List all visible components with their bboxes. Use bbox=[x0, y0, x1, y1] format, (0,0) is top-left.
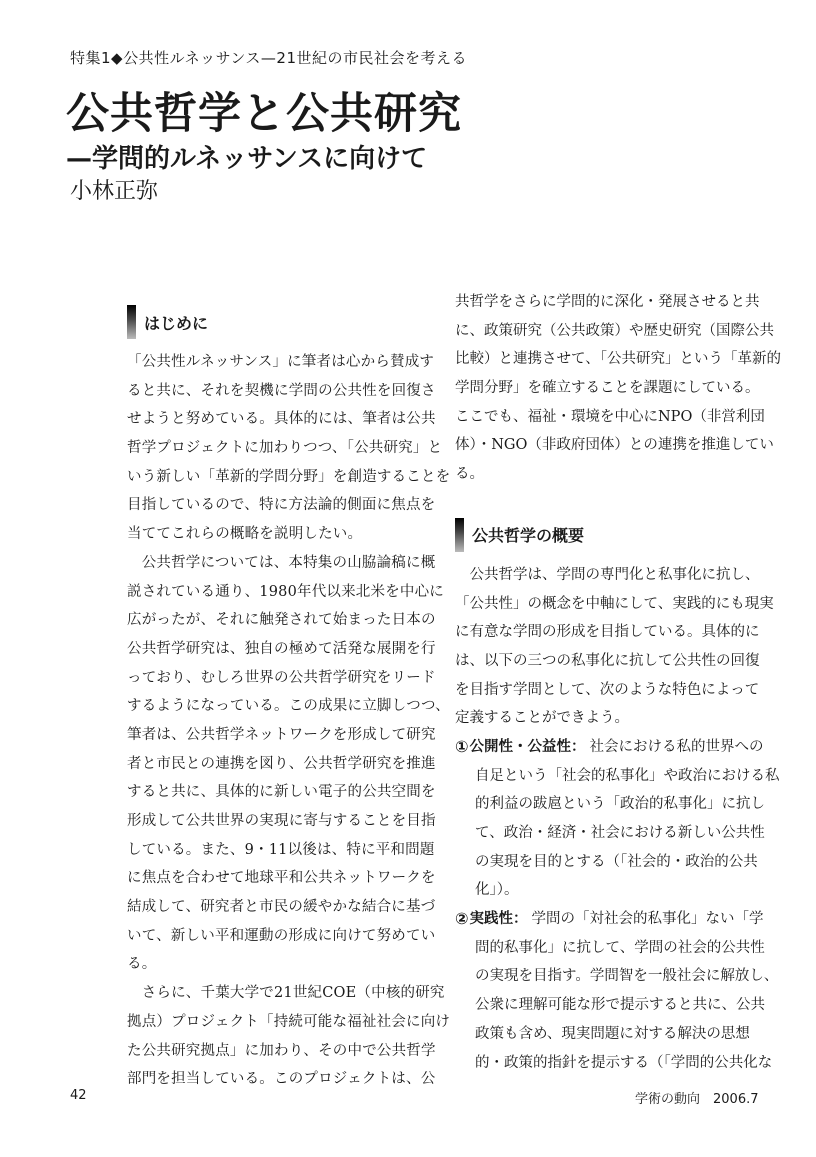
text-line: 公共哲学については、本特集の山脇論稿に概 bbox=[127, 554, 436, 571]
text-line: 自足という「社会的私事化」や政治における私 bbox=[475, 767, 780, 784]
list-term: 実践性： bbox=[469, 911, 528, 928]
list-number: ② bbox=[455, 909, 469, 929]
continued-text bbox=[455, 288, 781, 489]
text-line: 学問分野」を確立することを課題にしている。 bbox=[455, 380, 760, 397]
heading-marker-icon bbox=[455, 518, 464, 552]
text-line: 公共哲学研究は、独自の極めて活発な展開を行 bbox=[127, 640, 436, 657]
text-line: 定義することができよう。 bbox=[455, 710, 629, 727]
text-line: さらに、千葉大学で21世紀COE（中核的研究 bbox=[127, 985, 445, 1002]
text-line: の実現を目指す。学問智を一般社会に解放し、 bbox=[475, 968, 779, 985]
text-line: ると共に、それを契機に学問の公共性を回復さ bbox=[127, 382, 436, 399]
text-line: いう新しい「革新的学問分野」を創造することを bbox=[127, 468, 451, 485]
text-line: すると共に、具体的に新しい電子的公共空間を bbox=[127, 784, 436, 801]
text-line: 当ててこれらの概略を説明したい。 bbox=[127, 526, 363, 543]
list-item-head bbox=[455, 733, 764, 762]
page-number: 42 bbox=[70, 1088, 87, 1103]
heading-marker-icon bbox=[127, 305, 136, 339]
text-line: を目指す学問として、次のような特色によって bbox=[455, 681, 760, 698]
text-line: せようと努めている。具体的には、筆者は公共 bbox=[127, 411, 436, 428]
text-line: っており、むしろ世界の公共哲学研究をリード bbox=[127, 669, 436, 686]
list-number: ① bbox=[455, 736, 469, 756]
text-line: 公共哲学は、学問の専門化と私事化に抗し、 bbox=[455, 566, 760, 583]
text-line: 化」）。 bbox=[475, 882, 519, 899]
article-subtitle: —学問的ルネッサンスに向けて bbox=[66, 144, 428, 174]
list-item-head bbox=[455, 905, 764, 934]
text-line: 公衆に理解可能な形で提示すると共に、公共 bbox=[475, 997, 765, 1014]
list-term: 公開性・公益性： bbox=[469, 738, 586, 755]
text-line: するようになっている。この成果に立脚しつつ、 bbox=[127, 698, 450, 715]
list-item bbox=[455, 905, 779, 1077]
text-line: 哲学プロジェクトに加わりつつ、「公共研究」と bbox=[127, 440, 443, 457]
text-line: 的・政策的指針を提示する（「学問的公共化な bbox=[475, 1054, 773, 1071]
text-line: 者と市民との連携を図り、公共哲学研究を推進 bbox=[127, 755, 436, 772]
section-heading-label: はじめに bbox=[144, 313, 209, 333]
text-line: は、以下の三つの私事化に抗して公共性の回復 bbox=[455, 652, 760, 669]
text-line: ここでも、福祉・環境を中心にNPO（非営利団 bbox=[455, 408, 765, 425]
list-item bbox=[455, 733, 780, 905]
series-label: 特集1◆公共性ルネッサンス—21世紀の市民社会を考える bbox=[70, 49, 468, 67]
text-line: いて、新しい平和運動の形成に向けて努めてい bbox=[127, 927, 436, 944]
text-line: 結成して、研究者と市民の緩やかな結合に基づ bbox=[127, 899, 436, 916]
text-line: 問的私事化」に抗して、学問の社会的公共性 bbox=[475, 939, 765, 956]
text-line: 「公共性」の概念を中軸にして、実践的にも現実 bbox=[455, 595, 774, 612]
journal-info: 学術の動向 2006.7 bbox=[635, 1092, 759, 1107]
text-line: 目指しているので、特に方法論的側面に焦点を bbox=[127, 497, 436, 514]
text-line: た公共研究拠点」に加わり、その中で公共哲学 bbox=[127, 1042, 436, 1059]
author-name: 小林正弥 bbox=[70, 179, 159, 204]
left-column bbox=[127, 300, 451, 1094]
overview-text bbox=[455, 561, 774, 733]
text-line: 説されている通り、1980年代以来北米を中心に bbox=[127, 583, 444, 600]
text-line: の実現を目的とする（「社会的・政治的公共 bbox=[475, 853, 758, 870]
text-line: 拠点）プロジェクト「持続可能な福祉社会に向け bbox=[127, 1013, 451, 1030]
text-line: に有意な学問の形成を目指している。具体的に bbox=[455, 624, 760, 641]
text-line: 政策も含め、現実問題に対する解決の思想 bbox=[475, 1025, 750, 1042]
text-line: る。 bbox=[455, 466, 484, 483]
text-line: 的利益の跋扈という「政治的私事化」に抗し bbox=[475, 796, 765, 813]
text-line: 筆者は、公共哲学ネットワークを形成して研究 bbox=[127, 726, 436, 743]
right-column bbox=[455, 288, 781, 1077]
text-line: 形成して公共世界の実現に寄与することを目指 bbox=[127, 813, 436, 829]
text-line: 比較）と連携させて、「公共研究」という「革新的 bbox=[455, 351, 781, 368]
text-line: 部門を担当している。このプロジェクトは、公 bbox=[127, 1071, 436, 1088]
text-line: て、政治・経済・社会における新しい公共性 bbox=[475, 825, 765, 841]
list-text: 学問の「対社会的私事化」ない「学 bbox=[531, 911, 764, 928]
section-heading-overview bbox=[455, 513, 760, 557]
text-line: 「公共性ルネッサンス」に筆者は心から賛成す bbox=[127, 354, 435, 370]
article-title: 公共哲学と公共研究 bbox=[66, 89, 462, 139]
section-heading-intro bbox=[127, 300, 432, 344]
text-line: に、政策研究（公共政策）や歴史研究（国際公共 bbox=[455, 322, 774, 339]
text-line: に焦点を合わせて地球平和公共ネットワークを bbox=[127, 870, 436, 887]
text-line: 広がったが、それに触発されて始まった日本の bbox=[127, 612, 436, 629]
section-heading-label: 公共哲学の概要 bbox=[472, 526, 585, 546]
intro-text bbox=[127, 348, 451, 1094]
list-text: 社会における私的世界への bbox=[589, 738, 764, 755]
text-line: 共哲学をさらに学問的に深化・発展させると共 bbox=[455, 294, 760, 310]
text-line: している。また、9・11以後は、特に平和問題 bbox=[127, 841, 435, 858]
text-line: る。 bbox=[127, 956, 157, 973]
text-line: 体）・NGO（非政府団体）との連携を推進してい bbox=[455, 437, 774, 454]
